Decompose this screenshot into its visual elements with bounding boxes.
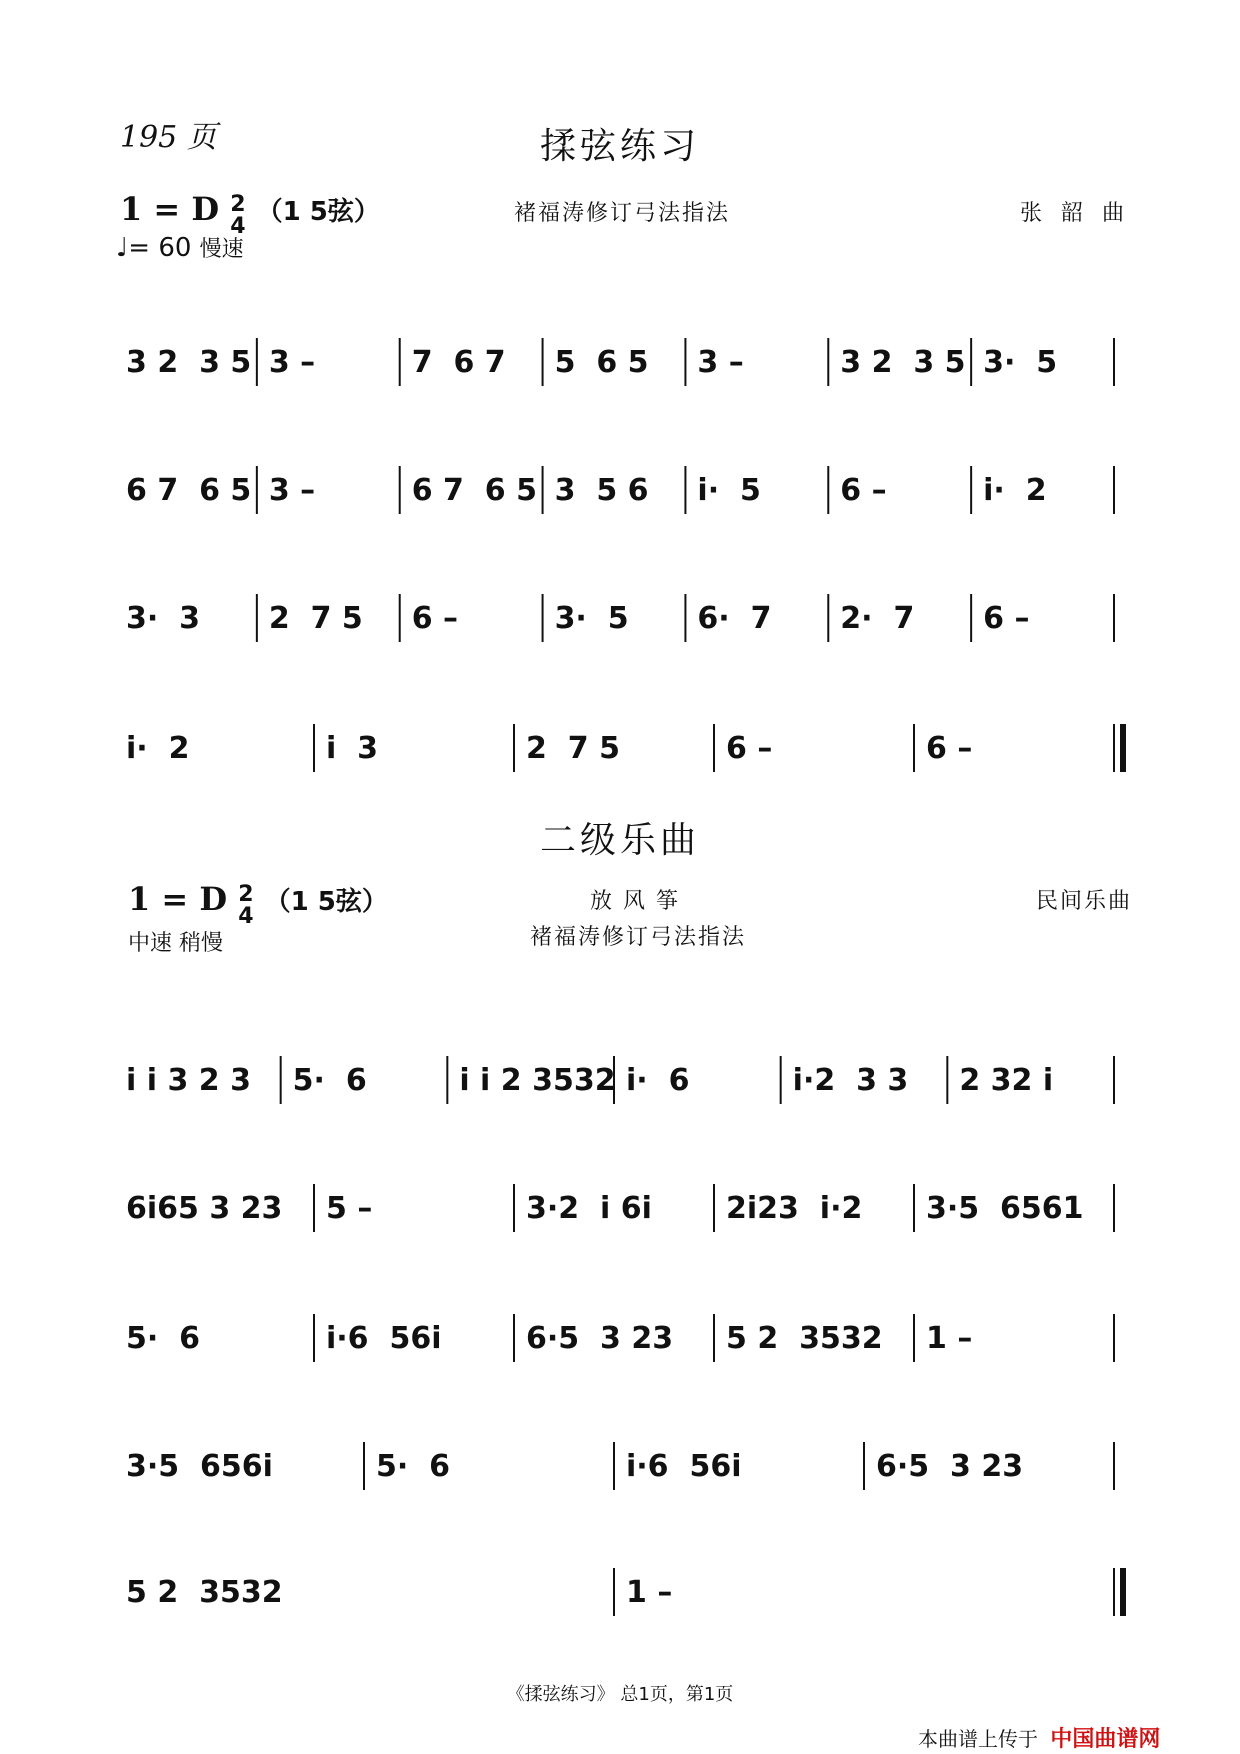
page-title: 揉弦练习: [539, 126, 700, 167]
measure: 2 32 i: [959, 1063, 1054, 1098]
measure: 6·5 3 23: [876, 1449, 1024, 1484]
measure: i·2 3 3: [792, 1063, 909, 1098]
measure: 3· 3: [126, 601, 201, 636]
measure: 3 2 3 5: [126, 345, 252, 380]
measure: 5 2 3532: [126, 1575, 283, 1610]
pagination: 《揉弦练习》 总1页，第1页: [506, 1684, 734, 1705]
measure: 3·5 656i: [126, 1449, 273, 1484]
upload-text: 本曲谱上传于: [918, 1727, 1038, 1751]
measure: 5· 6: [126, 1321, 201, 1356]
site-logo: 中国曲谱网: [1050, 1727, 1161, 1752]
final-bar-line: [1120, 1568, 1126, 1616]
final-bar-line: [1120, 724, 1126, 772]
measure: i· 2: [126, 731, 190, 766]
tempo-mark: ♩= 60: [116, 233, 192, 263]
page-number: 195 页: [120, 120, 217, 155]
measure: 1 –: [626, 1575, 673, 1610]
string-tuning: （1 5弦）: [264, 887, 388, 917]
piece2-title: 放 风 筝: [590, 889, 680, 914]
measure: 2 7 5: [526, 731, 620, 766]
string-tuning: （1 5弦）: [256, 197, 380, 227]
measure: i i 3 2 3: [126, 1063, 251, 1098]
measure: 6 –: [411, 601, 459, 636]
measure: 3·2 i 6i: [526, 1191, 652, 1226]
measure: 5 –: [326, 1191, 373, 1226]
measure: 7 6 7: [411, 345, 506, 380]
measure: 6·5 3 23: [526, 1321, 674, 1356]
measure: 3 2 3 5: [840, 345, 966, 380]
measure: i 3: [326, 731, 379, 766]
measure: 5 2 3532: [726, 1321, 883, 1356]
measure: 6 –: [983, 601, 1030, 636]
tempo-text: 慢速: [199, 237, 244, 262]
measure: 3·5 6561: [926, 1191, 1084, 1226]
measure: 6 7 6 5: [126, 473, 252, 508]
measure: i· 2: [983, 473, 1047, 508]
measure: 2i23 i·2: [726, 1191, 863, 1226]
section-title: 二级乐曲: [539, 820, 700, 861]
measure: 6i65 3 23: [126, 1191, 283, 1226]
measure: 3 5 6: [554, 473, 649, 508]
piece1-subtitle: 褚福涛修订弓法指法: [514, 201, 731, 226]
measure: 5 6 5: [554, 345, 649, 380]
piece2-key-signature: [128, 880, 388, 928]
measure: 2· 7: [840, 601, 915, 636]
measure: i·6 56i: [326, 1321, 442, 1356]
time-signature: 2 4: [230, 191, 246, 239]
measure: 6· 7: [697, 601, 772, 636]
measure: i· 5: [697, 473, 761, 508]
measure: 6 –: [840, 473, 887, 508]
piece2-composer: 民间乐曲: [1036, 889, 1133, 914]
measure: i i 2 3532: [459, 1063, 616, 1098]
measure: 3· 5: [554, 601, 629, 636]
time-signature: 2 4: [238, 881, 254, 929]
piece2-subtitle: 褚福涛修订弓法指法: [530, 925, 747, 950]
measure: 2 7 5: [268, 601, 363, 636]
measure: 5· 6: [292, 1063, 367, 1098]
upload-credit: [918, 1722, 1160, 1753]
measure: 3 –: [268, 473, 316, 508]
key-label: 1 = D: [120, 190, 220, 228]
measure: i· 6: [626, 1063, 690, 1098]
measure: 3· 5: [983, 345, 1058, 380]
measure: 6 7 6 5: [411, 473, 537, 508]
key-label: 1 = D: [128, 880, 228, 918]
piece2-tempo-text: 中速 稍慢: [128, 931, 223, 956]
piece1-composer: 张 韶 曲: [1020, 201, 1130, 226]
measure: 6 –: [726, 731, 773, 766]
measure: 1 –: [926, 1321, 973, 1356]
measure: 5· 6: [376, 1449, 451, 1484]
measure: 3 –: [697, 345, 744, 380]
measure: 6 –: [926, 731, 973, 766]
measure: 3 –: [268, 345, 316, 380]
measure: i·6 56i: [626, 1449, 742, 1484]
